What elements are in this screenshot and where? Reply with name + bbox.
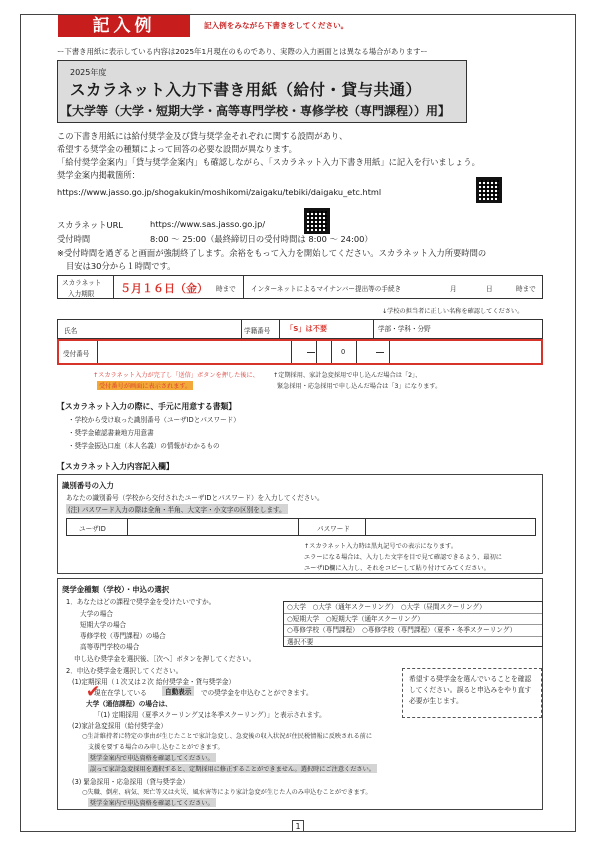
timeout-note-1: ※受付時間を過ぎると画面が強制終了します。余裕をもって入力を開始してください。スカラネット入力所要時間の: [57, 248, 487, 258]
hours-value: 8:00 ～ 25:00（最終締切日の受付時間は 8:00 ～ 24:00）: [150, 234, 373, 244]
next-button-note: 申し込む奨学金を選択後、［次へ］ボタンを押してください。: [74, 655, 256, 663]
deadline-date: ５月１６日（金）: [120, 282, 208, 295]
prepare-item-3: ・奨学金振込口座（本人名義）の情報がわかるもの: [68, 442, 220, 450]
scholarnet-url-label: スカラネットURL: [57, 220, 123, 230]
option-junior[interactable]: ○短期大学 ○短期大学（通年スクーリング）: [284, 614, 542, 626]
mynumber-day: 日: [486, 285, 493, 293]
q2-sudden-change: (2)家計急変採用（給付奨学金）: [72, 722, 168, 730]
page-number: 1: [292, 820, 304, 832]
student-no-label: 学籍番号: [244, 327, 271, 335]
deadline-label-2: 入力期限: [68, 290, 95, 298]
id-section: [57, 474, 543, 574]
password-label: パスワード: [317, 525, 350, 533]
id-section-note: (注) パスワード入力の際は全角・半角、大文字・小文字の区別をします。: [68, 506, 286, 514]
q2-regular-b: 大学（通信課程）の場合は、: [86, 700, 172, 708]
timeout-note-2: 目安は30分から１時間です。: [66, 261, 176, 271]
content-heading: 【スカラネット入力内容記入欄】: [57, 462, 174, 471]
intro-line-2: 希望する奨学金の種類によって回答の必要な設問が異なります。: [57, 144, 297, 154]
receipt-note-2: 受付番号が画面に表示されます。: [99, 383, 192, 390]
mynumber-hour: 時まで: [516, 285, 536, 293]
receipt-note-1: ↑スカラネット入力が完了し「送信」ボタンを押した後に、: [93, 372, 259, 379]
course-vocational: 専修学校（専門課程）の場合: [80, 632, 166, 640]
q2-emergency: (3) 緊急採用・応急採用（貸与奨学金）: [72, 778, 189, 786]
receipt-type-note-2: 緊急採用・応急採用で申し込んだ場合は「3」になります。: [277, 383, 442, 390]
receipt-type-note-1: ↑定期採用、家計急変採用で申し込んだ場合は「2」、: [273, 372, 422, 379]
prepare-item-2: ・奨学金確認書兼地方用意書: [68, 429, 154, 437]
option-none: 選択不要: [287, 637, 314, 646]
deadline-divider: [58, 276, 244, 298]
title-sub: 【大学等（大学・短期大学・高等専門学校・専修学校（専門課程））用】: [60, 104, 451, 118]
course-kosen: 高等専門学校の場合: [80, 643, 140, 651]
deadline-time-suffix: 時まで: [216, 285, 236, 293]
q2-sudden-c: 奨学金案内で申込資格を確認してください。: [90, 755, 214, 762]
id-section-desc: あなたの識別番号（学校から交付されたユーザIDとパスワード）を入力してください。: [66, 494, 324, 502]
title-main: スカラネット入力下書き用紙（給付・貸与共通）: [70, 81, 422, 99]
q2-sudden-a: ○生計維持者に特定の事由が生じたことで家計急変し、急変後の収入状況が住民税情報に反映される前に: [82, 733, 373, 740]
type-section-title: 奨学金種類（学校）・申込の選択: [62, 585, 170, 594]
auto-display-badge: 自動表示: [162, 686, 194, 696]
q2-emergency-a: ○失職、倒産、病気、死亡等又は火災、風水害等により家計急変が生じた人のみ申込むことができます。: [82, 789, 372, 796]
q2-sudden-d: 誤って家計急変採用を選択すると、定期採用に修正することができません。選択時にご注意ください。: [90, 766, 375, 773]
q2-regular-a-pre: 現在在学している: [94, 689, 147, 697]
mynumber-label: インターネットによるマイナンバー提出等の手続き: [251, 285, 402, 293]
mynumber-month: 月: [450, 285, 457, 293]
prepare-heading: 【スカラネット入力の際に、手元に用意する書類】: [57, 402, 237, 411]
q2-regular-c: 「(1) 定期採用（夏季スクーリング又は冬季スクーリング）」と表示されます。: [94, 711, 326, 719]
title-box: [57, 60, 467, 123]
school-name-note: ↓学校の担当者に正しい名称を確認してください。: [382, 308, 524, 315]
receipt-number-row[interactable]: [57, 339, 543, 365]
sample-badge: 記入例: [58, 15, 190, 37]
deadline-table: [57, 275, 543, 299]
id-section-title: 識別番号の入力: [62, 481, 114, 490]
intro-line-4: 奨学金案内掲載箇所：: [57, 170, 140, 180]
course-univ: 大学の場合: [80, 610, 113, 618]
prepare-item-1: ・学校から受け取った識別番号（ユーザIDとパスワード）: [68, 416, 240, 424]
faculty-label: 学部・学科・分野: [378, 325, 431, 333]
sample-note: 記入例をみながら下書きをしてください。: [204, 21, 349, 30]
receipt-number-label: 受付番号: [63, 350, 90, 358]
course-options-box: [283, 601, 543, 647]
disclaimer: ー下書き用紙に表示している内容は2025年1月現在のものであり、実際の入力画面とは異なる場合がありますー: [57, 47, 428, 56]
question-1: 1．あなたはどの課程で奨学金を受けたいですか。: [66, 598, 216, 606]
deadline-label-1: スカラネット: [62, 279, 102, 287]
scholarnet-qr-code-icon: [304, 208, 330, 234]
id-after-note-2: エラーになる場合は、入力した文字を目で見て確認できるよう、最初に: [304, 554, 502, 561]
hours-label: 受付時間: [57, 234, 91, 244]
q2-regular-a-post: での奨学金を申込むことができます。: [201, 689, 313, 697]
name-label: 氏名: [64, 327, 78, 335]
q2-regular: (1)定期採用（１次又は２次 給付奨学金・貸与奨学金）: [72, 678, 236, 686]
id-field-row: [66, 518, 536, 536]
user-id-label: ユーザID: [79, 525, 106, 533]
side-note-box: 希望する奨学金を選んでいることを確認してください。誤ると申込みをやり直す必要が生じます。: [402, 668, 542, 718]
guide-qr-code-icon: [476, 177, 502, 203]
option-univ[interactable]: ○大学 ○大学（通年スクーリング） ○大学（昼間スクーリング）: [284, 602, 542, 614]
scholarnet-url-link[interactable]: https://www.sas.jasso.go.jp/: [150, 219, 266, 229]
password-input[interactable]: [365, 519, 535, 535]
intro-line-3: 「給付奨学金案内」「貸与奨学金案内」も確認しながら、「スカラネット入力下書き用紙」に記入を行いましょう。: [57, 157, 480, 167]
q2-sudden-b: 支援を要する場合のみ申し込むことができます。: [88, 744, 224, 751]
intro-line-1: この下書き用紙には給付奨学金及び貸与奨学金それぞれに関する設問があり、: [57, 131, 348, 141]
option-vocational[interactable]: ○専修学校（専門課程） ○専修学校（専門課程）（夏季・冬季スクーリング）: [284, 625, 542, 637]
q2-emergency-b: 奨学金案内で申込資格を確認してください。: [90, 800, 214, 807]
id-after-note-3: ユーザID欄に入力し、それをコピーして貼り付けてみてください。: [304, 565, 490, 572]
title-year: 2025年度: [70, 68, 107, 77]
course-junior: 短期大学の場合: [80, 621, 127, 629]
receipt-digit-zero: 0: [341, 348, 346, 356]
id-after-note-1: ↑スカラネット入力時は黒丸記号での表示になります。: [304, 543, 458, 550]
user-id-input[interactable]: [127, 519, 299, 535]
guide-url-link[interactable]: https://www.jasso.go.jp/shogakukin/moshikomi/zaigaku/tebiki/daigaku_etc.html: [57, 187, 382, 197]
checkmark-icon: ✔: [86, 682, 101, 702]
s-unnecessary-note: 「S」は不要: [286, 324, 328, 333]
name-row: [57, 319, 543, 339]
question-2: 2．申込む奨学金を選択してください。: [66, 667, 183, 675]
